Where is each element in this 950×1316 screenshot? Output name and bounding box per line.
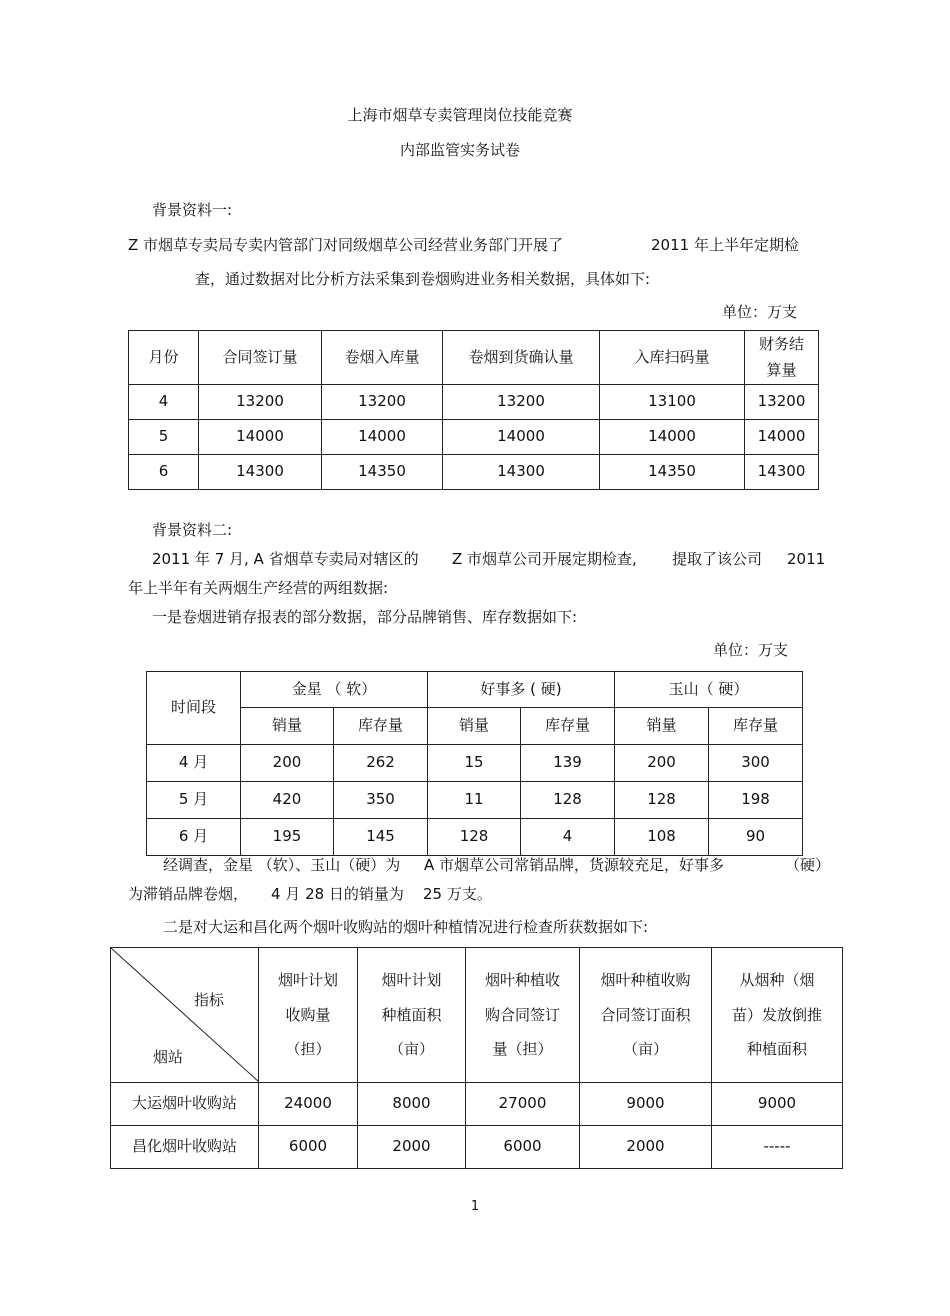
header-cell-line: 财务结	[758, 335, 804, 353]
header-cell: 月份	[129, 331, 199, 385]
section2-paragraph-a4: 2011	[787, 550, 826, 568]
table-cell: 13200	[199, 385, 322, 420]
table-cell: 4	[129, 385, 199, 420]
corner-label-station: 烟站	[153, 1047, 184, 1066]
table-cell: 200	[615, 745, 709, 782]
table-subheader-row	[147, 708, 803, 745]
note-line1b: A 市烟草公司常销品牌，货源较充足，好事多	[424, 856, 725, 874]
table-cell: 128	[615, 782, 709, 819]
table-cell: 350	[334, 782, 428, 819]
section1-label: 背景资料一:	[152, 201, 233, 219]
table-row	[129, 455, 819, 490]
header-line: 收购量	[285, 1005, 331, 1024]
table-cell: 4	[521, 819, 615, 856]
section1-paragraph-line1a: Z 市烟草专卖局专卖内管部门对同级烟草公司经营业务部门开展了	[128, 236, 564, 254]
unit-label-1: 单位：万支	[722, 303, 798, 321]
section2-paragraph-a3: 提取了该公司	[672, 550, 763, 568]
header-line: （亩）	[622, 1040, 668, 1059]
note-line1c: （硬）	[785, 856, 831, 874]
table-row	[147, 745, 803, 782]
sales-inventory-table	[146, 671, 803, 856]
tobacco-leaf-table	[110, 947, 843, 1169]
header-cell	[745, 331, 819, 385]
note-line2c: 25 万支。	[423, 885, 492, 903]
table-cell: 300	[709, 745, 803, 782]
header-cell	[580, 948, 712, 1083]
table-cell: 13200	[745, 385, 819, 420]
table-cell: 8000	[358, 1083, 466, 1126]
header-cell	[358, 948, 466, 1083]
header-cell: 入库扫码量	[600, 331, 745, 385]
table-cell: 14000	[199, 420, 322, 455]
header-cell: 时间段	[147, 672, 241, 745]
table-cell: 2000	[358, 1126, 466, 1169]
table-cell: 6 月	[147, 819, 241, 856]
table-cell: 262	[334, 745, 428, 782]
table-cell: 15	[428, 745, 521, 782]
table-cell: 90	[709, 819, 803, 856]
table-cell: 4 月	[147, 745, 241, 782]
table-cell: 5	[129, 420, 199, 455]
header-line: 烟叶种植收购	[600, 971, 691, 990]
header-cell: 销量	[615, 708, 709, 745]
table-cell: 24000	[259, 1083, 358, 1126]
table-cell: 14300	[745, 455, 819, 490]
header-line: 量（担）	[492, 1040, 553, 1059]
document-subtitle: 内部监管实务试卷	[399, 141, 520, 159]
table-cell: 6000	[259, 1126, 358, 1169]
header-line: 从烟种（烟	[739, 971, 815, 990]
table-cell: 9000	[712, 1083, 843, 1126]
diagonal-line	[111, 948, 259, 1082]
header-cell	[259, 948, 358, 1083]
table-header-row	[111, 948, 843, 1083]
page-number: 1	[470, 1199, 480, 1214]
table-cell: 139	[521, 745, 615, 782]
note-line2b: 4 月 28 日的销量为	[271, 885, 404, 903]
header-cell: 好事多 ( 硬)	[428, 672, 615, 708]
note-line1a: 经调查，金星 （软）、玉山（硬）为	[163, 856, 401, 874]
section1-paragraph-line2: 查，通过数据对比分析方法采集到卷烟购进业务相关数据，具体如下:	[195, 270, 651, 288]
header-cell	[712, 948, 843, 1083]
corner-label-indicator: 指标	[193, 991, 224, 1009]
note-line3: 二是对大运和昌化两个烟叶收购站的烟叶种植情况进行检查所获数据如下:	[163, 918, 649, 936]
header-cell: 玉山（ 硬）	[615, 672, 803, 708]
header-cell: 库存量	[709, 708, 803, 745]
table-cell: 128	[428, 819, 521, 856]
note-line2a: 为滞销品牌卷烟，	[128, 885, 249, 903]
table-cell: 13200	[443, 385, 600, 420]
table-cell: 14350	[600, 455, 745, 490]
table-cell: 14000	[745, 420, 819, 455]
station-name-cell: 昌化烟叶收购站	[111, 1126, 259, 1169]
header-cell: 库存量	[521, 708, 615, 745]
table-row	[129, 385, 819, 420]
header-line: 合同签订面积	[600, 1005, 691, 1024]
table-cell: 128	[521, 782, 615, 819]
header-cell: 卷烟入库量	[322, 331, 443, 385]
table-cell: 11	[428, 782, 521, 819]
table-header-row	[129, 331, 819, 385]
table-cell: -----	[712, 1126, 843, 1169]
unit-label-2: 单位：万支	[713, 641, 789, 659]
header-cell-line: 算量	[766, 360, 797, 379]
table-row	[147, 819, 803, 856]
table-cell: 14000	[600, 420, 745, 455]
header-cell: 合同签订量	[199, 331, 322, 385]
header-cell: 销量	[428, 708, 521, 745]
header-cell: 卷烟到货确认量	[443, 331, 600, 385]
table-row	[111, 1126, 843, 1169]
header-line: 种植面积	[381, 1005, 442, 1024]
station-name-cell: 大运烟叶收购站	[111, 1083, 259, 1126]
table-cell: 13200	[322, 385, 443, 420]
table-cell: 108	[615, 819, 709, 856]
header-cell: 金星 （ 软）	[241, 672, 428, 708]
table-cell: 27000	[466, 1083, 580, 1126]
table-cell: 195	[241, 819, 334, 856]
table-cell: 420	[241, 782, 334, 819]
section2-label: 背景资料二:	[152, 521, 233, 539]
table-cell: 198	[709, 782, 803, 819]
table-row	[147, 782, 803, 819]
table-cell: 2000	[580, 1126, 712, 1169]
header-line: 烟叶计划	[381, 971, 442, 990]
section1-paragraph-line1b: 2011 年上半年定期检	[651, 236, 799, 254]
header-line: 购合同签订	[484, 1005, 560, 1024]
table-cell: 6000	[466, 1126, 580, 1169]
diagonal-header-cell	[111, 948, 259, 1083]
header-line: 烟叶种植收	[484, 971, 560, 990]
table-cell: 9000	[580, 1083, 712, 1126]
purchase-table	[128, 330, 819, 490]
table-cell: 145	[334, 819, 428, 856]
table-row	[111, 1083, 843, 1126]
table-cell: 14000	[322, 420, 443, 455]
table-cell: 5 月	[147, 782, 241, 819]
header-line: 苗）发放倒推	[731, 1005, 822, 1024]
table-cell: 6	[129, 455, 199, 490]
table-row	[129, 420, 819, 455]
table-cell: 14000	[443, 420, 600, 455]
header-cell: 库存量	[334, 708, 428, 745]
section2-paragraph-c: 一是卷烟进销存报表的部分数据，部分品牌销售、库存数据如下:	[152, 608, 578, 626]
table-cell: 14300	[199, 455, 322, 490]
table-cell: 13100	[600, 385, 745, 420]
header-line: （亩）	[388, 1040, 434, 1059]
section2-paragraph-a2: Z 市烟草公司开展定期检查,	[452, 550, 637, 568]
header-line: 烟叶计划	[277, 971, 338, 990]
section2-paragraph-a1: 2011 年 7 月, A 省烟草专卖局对辖区的	[152, 550, 419, 568]
section2-paragraph-b: 年上半年有关两烟生产经营的两组数据:	[128, 579, 389, 597]
document-title: 上海市烟草专卖管理岗位技能竞赛	[347, 106, 573, 124]
header-cell: 销量	[241, 708, 334, 745]
header-line: （担）	[285, 1040, 331, 1059]
table-cell: 200	[241, 745, 334, 782]
table-cell: 14350	[322, 455, 443, 490]
header-cell	[466, 948, 580, 1083]
table-cell: 14300	[443, 455, 600, 490]
header-line: 种植面积	[746, 1040, 807, 1059]
table-header-row	[147, 672, 803, 708]
